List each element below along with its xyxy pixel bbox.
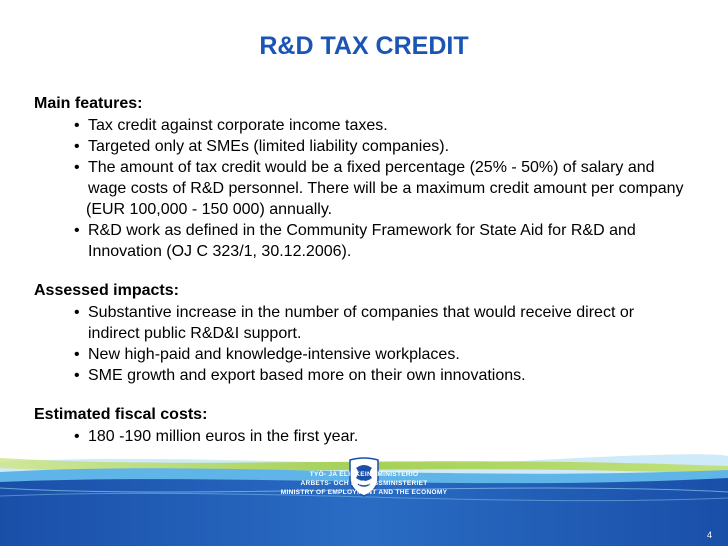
bullet-list (34, 302, 704, 386)
footer-band (0, 452, 728, 546)
bullet-text: (EUR 100,000 - 150 000) annually. (86, 201, 333, 218)
bullet-text: Substantive increase in the number of companies that would receive direct or (88, 304, 635, 321)
bullet-icon: • (74, 138, 80, 155)
list-item (34, 136, 704, 157)
slide-title: R&D TAX CREDIT (259, 32, 469, 60)
bullet-icon: • (74, 304, 80, 321)
bullet-icon: • (74, 117, 80, 134)
bullet-text: New high-paid and knowledge-intensive workplaces. (88, 346, 460, 363)
section-assessed-impacts (34, 280, 704, 386)
section-heading: Estimated fiscal costs: (34, 406, 208, 423)
slide-content (34, 93, 704, 465)
ministry-name (258, 470, 470, 497)
page-number: 4 (706, 530, 712, 540)
bullet-text: R&D work as defined in the Community Framework for State Aid for R&D and (88, 222, 636, 239)
bullet-text: Tax credit against corporate income taxes. (88, 117, 388, 134)
list-item (34, 344, 704, 365)
section-heading: Main features: (34, 95, 143, 112)
section-main-features (34, 93, 704, 262)
section-heading: Assessed impacts: (34, 282, 179, 299)
bullet-list (34, 115, 704, 262)
section-fiscal-costs (34, 404, 704, 447)
bullet-text: Innovation (OJ C 323/1, 30.12.2006). (88, 243, 352, 260)
ministry-name-fi: TYÖ- JA ELINKEINOMINISTERIÖ (309, 471, 419, 478)
bullet-icon: • (74, 159, 80, 176)
bullet-text: Targeted only at SMEs (limited liability companies). (88, 138, 450, 155)
bullet-text: indirect public R&D&I support. (88, 325, 302, 342)
ministry-name-en: MINISTRY OF EMPLOYMENT AND THE ECONOMY (280, 489, 448, 496)
bullet-icon: • (74, 346, 80, 363)
bullet-text: The amount of tax credit would be a fixed percentage (25% - 50%) of salary and (88, 159, 655, 176)
list-item (34, 426, 704, 447)
bullet-icon: • (74, 222, 80, 239)
ministry-name-sv: ARBETS- OCH NÄRINGSMINISTERIET (300, 480, 428, 487)
list-item (34, 365, 704, 386)
list-item (34, 115, 704, 136)
bullet-text: SME growth and export based more on their own innovations. (88, 367, 526, 384)
bullet-text: 180 -190 million euros in the first year. (88, 428, 359, 445)
bullet-text: wage costs of R&D personnel. There will be a maximum credit amount per company (88, 180, 684, 197)
list-item (34, 302, 704, 344)
bullet-icon: • (74, 428, 80, 445)
bullet-list (34, 426, 704, 447)
bullet-icon: • (74, 367, 80, 384)
list-item (34, 157, 704, 220)
list-item (34, 220, 704, 262)
